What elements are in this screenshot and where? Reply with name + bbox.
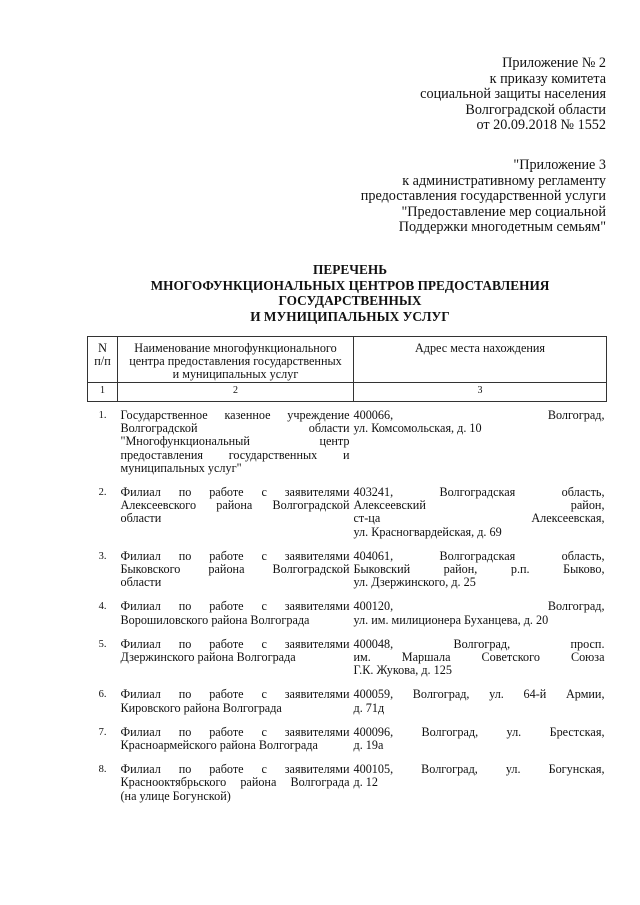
center-address (354, 638, 607, 689)
center-name-line: (на улице Богунской) (120, 788, 231, 803)
header-address: Адрес места нахождения (354, 337, 607, 383)
center-address-line: 400059, Волгоград, ул. 64-й Армии, (353, 687, 605, 702)
center-name-line: Дзержинского района Волгограда (120, 650, 296, 665)
center-address-line: д. 12 (353, 775, 378, 790)
document-title (0, 262, 640, 324)
center-name-line: Быковского района Волгоградской (120, 562, 350, 577)
appendix-3-line: к административному регламенту (402, 172, 606, 189)
center-name-line: муниципальных услуг" (120, 460, 242, 475)
center-name-line: Филиал по работе с заявителями (120, 548, 350, 563)
title-line: МНОГОФУНКЦИОНАЛЬНЫХ ЦЕНТРОВ ПРЕДОСТАВЛЕНИЯ (150, 277, 550, 293)
center-name-line: области (120, 575, 162, 590)
center-address-line: д. 71д (353, 700, 385, 715)
center-address-line: 400120, Волгоград, (353, 599, 605, 614)
row-number: 7. (98, 726, 107, 738)
header-name: Наименование многофункционального центра предоставления государственных и муниципальных услуг (118, 337, 354, 383)
center-name (118, 638, 354, 689)
row-number: 4. (98, 601, 107, 613)
center-address (354, 726, 607, 763)
center-name-line: области (120, 511, 162, 526)
center-address-line: ст-ца Алексеевская, (353, 511, 605, 526)
row-number: 3. (98, 550, 107, 562)
center-name (118, 726, 354, 763)
table-header-row (88, 337, 607, 383)
appendix-2-line: социальной защиты населения (420, 86, 606, 102)
table-row (88, 550, 607, 601)
center-address-line: Г.К. Жукова, д. 125 (353, 663, 452, 678)
appendix-2-line: Приложение № 2 (502, 55, 606, 71)
center-name-line: предоставления государственных и (120, 447, 350, 462)
appendix-3-line: "Предоставление мер социальной (401, 203, 606, 220)
row-number: 6. (98, 689, 107, 701)
center-address-line: 400066, Волгоград, (353, 408, 605, 422)
appendix-2-line: от 20.09.2018 № 1552 (476, 117, 606, 133)
center-address (354, 600, 607, 637)
center-name-line: Филиал по работе с заявителями (120, 485, 350, 500)
center-name (118, 600, 354, 637)
appendix-3-line: Поддержки многодетным семьям" (398, 219, 606, 235)
center-address-line: Алексеевский район, (353, 498, 605, 513)
title-line: ГОСУДАРСТВЕННЫХ (278, 293, 422, 308)
center-address-line: ул. им. милиционера Буханцева, д. 20 (353, 612, 549, 627)
center-name-line: Филиал по работе с заявителями (120, 636, 350, 651)
column-number-row (88, 383, 607, 402)
appendix-3-line: предоставления государственной услуги (360, 188, 606, 204)
center-name (118, 486, 354, 550)
center-name-line: Филиал по работе с заявителями (120, 724, 350, 739)
center-address (354, 409, 607, 486)
center-name-line: Филиал по работе с заявителями (120, 599, 350, 614)
center-name-line: Кировского района Волгограда (120, 700, 282, 715)
center-address-line: ул. Красногвардейская, д. 69 (353, 524, 502, 539)
center-address (354, 763, 607, 814)
appendix-2-line: к приказу комитета (489, 70, 606, 87)
center-address-line: 400096, Волгоград, ул. Брестская, (353, 724, 605, 739)
table-row (88, 688, 607, 725)
appendix-3-header (361, 158, 606, 236)
center-name-line: "Многофункциональный центр (120, 434, 350, 449)
center-address (354, 486, 607, 550)
center-name (118, 763, 354, 814)
center-address-line: им. Маршала Советского Союза (353, 650, 605, 665)
center-name (118, 688, 354, 725)
appendix-2-header (420, 56, 606, 134)
appendix-2-line: Волгоградской области (465, 101, 606, 118)
table-row (88, 638, 607, 689)
header-num: N п/п (88, 337, 118, 383)
center-address-line: ул. Дзержинского, д. 25 (353, 575, 476, 590)
row-number: 2. (98, 487, 107, 499)
center-name-line: Волгоградской области (120, 421, 350, 436)
column-number: 3 (354, 383, 607, 402)
center-address-line: Быковский район, р.п. Быково, (353, 562, 605, 577)
center-name-line: Филиал по работе с заявителями (120, 687, 350, 702)
center-address-line: 404061, Волгоградская область, (353, 548, 605, 563)
table-body (88, 402, 607, 814)
table-row (88, 600, 607, 637)
center-name-line: Филиал по работе с заявителями (120, 762, 350, 777)
table-row (88, 763, 607, 814)
center-address (354, 688, 607, 725)
table-row (88, 409, 607, 486)
column-number: 2 (118, 383, 354, 402)
center-address-line: 400105, Волгоград, ул. Богунская, (353, 762, 605, 777)
center-address-line: д. 19а (353, 738, 384, 753)
center-name-line: Краснооктябрьского района Волгограда (120, 775, 350, 790)
center-address-line: ул. Комсомольская, д. 10 (353, 421, 482, 436)
mfc-table (87, 336, 607, 814)
center-name (118, 409, 354, 486)
center-name-line: Алексеевского района Волгоградской (120, 498, 350, 513)
row-number: 8. (98, 764, 107, 776)
title-line: И МУНИЦИПАЛЬНЫХ УСЛУГ (250, 308, 450, 324)
center-name-line: Государственное казенное учреждение (120, 408, 350, 422)
center-address (354, 550, 607, 601)
title-line: ПЕРЕЧЕНЬ (313, 262, 387, 277)
center-address-line: 400048, Волгоград, просп. (353, 636, 605, 651)
row-number: 1. (98, 410, 107, 421)
center-address-line: 403241, Волгоградская область, (353, 485, 605, 500)
center-name-line: Ворошиловского района Волгограда (120, 612, 310, 627)
appendix-3-line: "Приложение 3 (513, 157, 606, 173)
table-row (88, 486, 607, 550)
row-number: 5. (98, 638, 107, 650)
center-name-line: Красноармейского района Волгограда (120, 738, 318, 753)
center-name (118, 550, 354, 601)
column-number: 1 (88, 383, 118, 402)
table-row (88, 726, 607, 763)
